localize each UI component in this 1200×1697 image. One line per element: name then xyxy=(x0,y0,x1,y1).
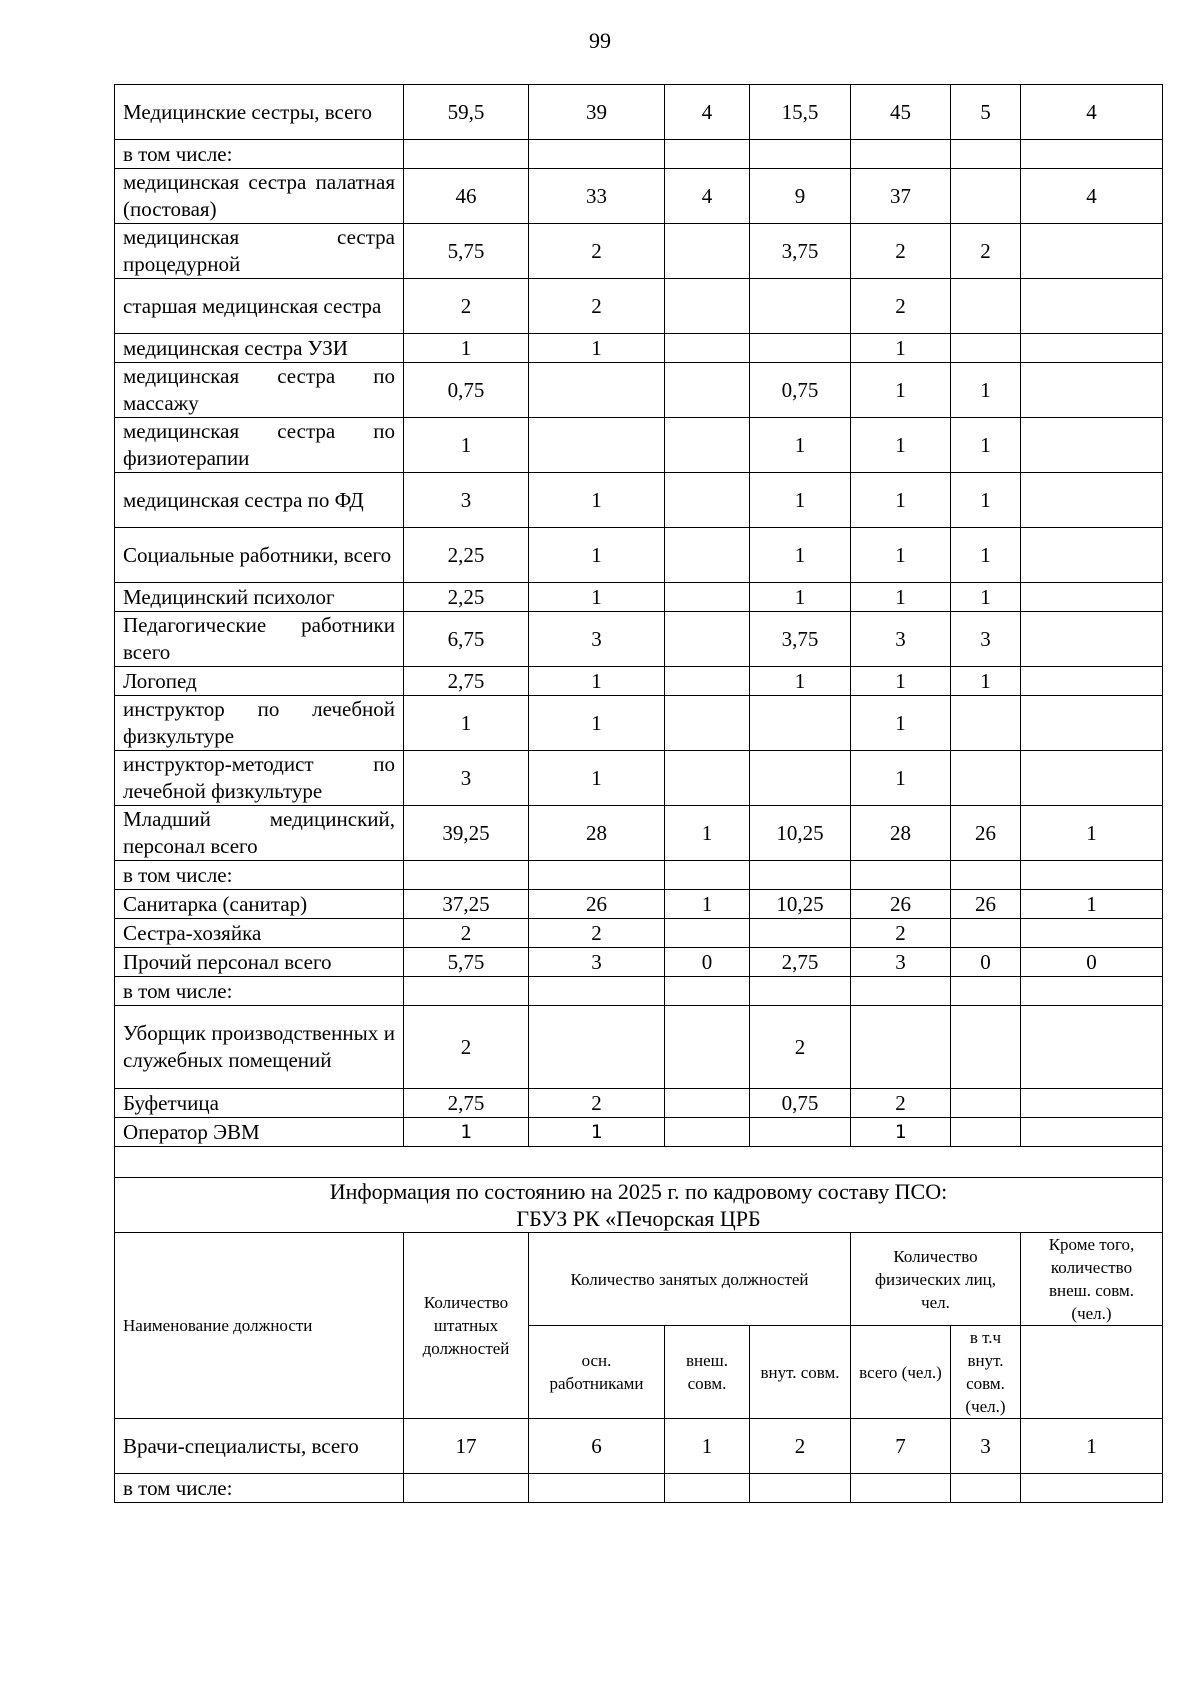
table-row xyxy=(115,1006,1163,1089)
value-cell: 2 xyxy=(851,224,951,279)
header-besides: Кроме того, количество внеш. совм. (чел.) xyxy=(1021,1233,1163,1326)
position-name: инструктор-методист по лечебной физкультуре xyxy=(115,751,404,806)
value-cell xyxy=(529,363,665,418)
value-cell xyxy=(1021,279,1163,334)
value-cell xyxy=(750,696,851,751)
value-cell xyxy=(750,919,851,948)
header-occupied-positions: Количество занятых должностей xyxy=(529,1233,851,1326)
value-cell: 1 xyxy=(529,473,665,528)
value-cell: 1 xyxy=(951,583,1021,612)
value-cell: 1 xyxy=(529,667,665,696)
value-cell xyxy=(1021,1006,1163,1089)
value-cell: 3 xyxy=(404,473,529,528)
value-cell xyxy=(1021,751,1163,806)
value-cell: 10,25 xyxy=(750,806,851,861)
position-name: инструктор по лечебной физкультуре xyxy=(115,696,404,751)
position-name: Сестра-хозяйка xyxy=(115,919,404,948)
position-name: Медицинский психолог xyxy=(115,583,404,612)
value-cell xyxy=(665,363,750,418)
value-cell: 2,25 xyxy=(404,528,529,583)
header-incl-internal: в т.ч внут. совм. (чел.) xyxy=(951,1326,1021,1419)
value-cell: 2 xyxy=(851,279,951,334)
value-cell xyxy=(1021,861,1163,890)
position-name: Оператор ЭВМ xyxy=(115,1118,404,1147)
table-row xyxy=(115,751,1163,806)
table-row xyxy=(115,696,1163,751)
value-cell xyxy=(750,1474,851,1503)
value-cell xyxy=(1021,919,1163,948)
value-cell: 3 xyxy=(529,612,665,667)
value-cell: 1 xyxy=(851,751,951,806)
table-row xyxy=(115,1474,1163,1503)
value-cell: 1 xyxy=(529,528,665,583)
value-cell xyxy=(665,528,750,583)
value-cell xyxy=(665,861,750,890)
value-cell xyxy=(750,1118,851,1147)
value-cell xyxy=(665,751,750,806)
value-cell: 0,75 xyxy=(750,363,851,418)
value-cell xyxy=(665,1118,750,1147)
position-name: Санитарка (санитар) xyxy=(115,890,404,919)
value-cell: 4 xyxy=(665,169,750,224)
value-cell xyxy=(951,279,1021,334)
position-name: Буфетчица xyxy=(115,1089,404,1118)
table-row xyxy=(115,861,1163,890)
value-cell xyxy=(951,861,1021,890)
table-row xyxy=(115,334,1163,363)
value-cell xyxy=(1021,1118,1163,1147)
value-cell xyxy=(665,1006,750,1089)
value-cell: 1 xyxy=(665,1419,750,1474)
header-main-workers: осн. работниками xyxy=(529,1326,665,1419)
value-cell: 1 xyxy=(404,696,529,751)
table-row xyxy=(115,977,1163,1006)
info-section xyxy=(115,1147,1163,1419)
value-cell xyxy=(851,861,951,890)
value-cell: 6,75 xyxy=(404,612,529,667)
position-name: в том числе: xyxy=(115,861,404,890)
value-cell xyxy=(1021,140,1163,169)
table-row xyxy=(115,1089,1163,1118)
value-cell: 1 xyxy=(951,473,1021,528)
value-cell xyxy=(665,977,750,1006)
position-name: в том числе: xyxy=(115,1474,404,1503)
value-cell: 39 xyxy=(529,85,665,140)
value-cell: 3 xyxy=(851,612,951,667)
value-cell xyxy=(665,696,750,751)
value-cell: 1 xyxy=(851,334,951,363)
value-cell: 1 xyxy=(750,583,851,612)
position-name: медицинская сестра по ФД xyxy=(115,473,404,528)
value-cell: 4 xyxy=(665,85,750,140)
table-row xyxy=(115,890,1163,919)
header-total: всего (чел.) xyxy=(851,1326,951,1419)
value-cell: 5 xyxy=(951,85,1021,140)
position-name: медицинская сестра процедурной xyxy=(115,224,404,279)
position-name: Младший медицинский, персонал всего xyxy=(115,806,404,861)
value-cell: 10,25 xyxy=(750,890,851,919)
table-row xyxy=(115,473,1163,528)
value-cell xyxy=(1021,1474,1163,1503)
header-row-1 xyxy=(115,1233,1163,1326)
value-cell: 3,75 xyxy=(750,224,851,279)
value-cell xyxy=(750,334,851,363)
value-cell: 2 xyxy=(750,1419,851,1474)
staff-rows-top xyxy=(115,85,1163,1147)
value-cell xyxy=(1021,418,1163,473)
value-cell: 9 xyxy=(750,169,851,224)
value-cell: 37,25 xyxy=(404,890,529,919)
position-name: Медицинские сестры, всего xyxy=(115,85,404,140)
value-cell: 1 xyxy=(529,751,665,806)
value-cell: 28 xyxy=(851,806,951,861)
position-name: Педагогические работники всего xyxy=(115,612,404,667)
value-cell xyxy=(404,1474,529,1503)
table-row xyxy=(115,948,1163,977)
value-cell xyxy=(665,140,750,169)
value-cell: 46 xyxy=(404,169,529,224)
value-cell xyxy=(529,977,665,1006)
value-cell: 1 xyxy=(951,418,1021,473)
value-cell: 2 xyxy=(404,1006,529,1089)
table-row xyxy=(115,583,1163,612)
value-cell xyxy=(529,140,665,169)
value-cell: 4 xyxy=(1021,169,1163,224)
table-row xyxy=(115,919,1163,948)
value-cell xyxy=(1021,334,1163,363)
value-cell xyxy=(851,1474,951,1503)
value-cell xyxy=(1021,583,1163,612)
position-name: Прочий персонал всего xyxy=(115,948,404,977)
position-name: в том числе: xyxy=(115,140,404,169)
value-cell xyxy=(1021,528,1163,583)
value-cell: 2 xyxy=(851,919,951,948)
value-cell: 1 xyxy=(1021,806,1163,861)
value-cell: 1 xyxy=(665,890,750,919)
value-cell: 17 xyxy=(404,1419,529,1474)
value-cell: 7 xyxy=(851,1419,951,1474)
value-cell: 1 xyxy=(529,696,665,751)
value-cell: 2 xyxy=(529,279,665,334)
value-cell xyxy=(529,861,665,890)
value-cell xyxy=(951,1089,1021,1118)
value-cell xyxy=(951,751,1021,806)
staff-rows-bottom xyxy=(115,1419,1163,1503)
value-cell: 1 xyxy=(750,667,851,696)
value-cell xyxy=(529,1006,665,1089)
value-cell: 26 xyxy=(851,890,951,919)
value-cell: 3 xyxy=(529,948,665,977)
value-cell: 33 xyxy=(529,169,665,224)
value-cell xyxy=(1021,977,1163,1006)
value-cell xyxy=(951,1006,1021,1089)
value-cell: 59,5 xyxy=(404,85,529,140)
value-cell: 3 xyxy=(851,948,951,977)
value-cell xyxy=(529,418,665,473)
header-staff-positions: Количество штатных должностей xyxy=(404,1233,529,1419)
value-cell: 1 xyxy=(404,334,529,363)
value-cell xyxy=(851,977,951,1006)
value-cell: 0,75 xyxy=(750,1089,851,1118)
value-cell xyxy=(1021,473,1163,528)
value-cell: 26 xyxy=(951,890,1021,919)
value-cell xyxy=(750,140,851,169)
value-cell: 1 xyxy=(851,473,951,528)
value-cell xyxy=(1021,363,1163,418)
value-cell: 1 xyxy=(529,1118,665,1147)
staffing-table xyxy=(114,84,1163,1503)
value-cell: 0 xyxy=(1021,948,1163,977)
blank-row xyxy=(115,1147,1163,1178)
value-cell: 1 xyxy=(951,667,1021,696)
value-cell xyxy=(951,334,1021,363)
value-cell xyxy=(404,861,529,890)
value-cell: 4 xyxy=(1021,85,1163,140)
info-title-line-1: Информация по состоянию на 2025 г. по кадровому составу ПСО: xyxy=(329,1179,948,1204)
value-cell: 0 xyxy=(665,948,750,977)
value-cell: 1 xyxy=(750,528,851,583)
value-cell: 2 xyxy=(404,919,529,948)
value-cell: 2 xyxy=(529,919,665,948)
table-row xyxy=(115,612,1163,667)
value-cell: 2 xyxy=(851,1089,951,1118)
value-cell: 1 xyxy=(851,528,951,583)
position-name: медицинская сестра УЗИ xyxy=(115,334,404,363)
table-row xyxy=(115,279,1163,334)
value-cell: 6 xyxy=(529,1419,665,1474)
position-name: в том числе: xyxy=(115,977,404,1006)
value-cell: 39,25 xyxy=(404,806,529,861)
value-cell xyxy=(665,224,750,279)
value-cell xyxy=(951,169,1021,224)
value-cell xyxy=(851,1006,951,1089)
value-cell: 5,75 xyxy=(404,224,529,279)
value-cell: 1 xyxy=(404,418,529,473)
position-name: Социальные работники, всего xyxy=(115,528,404,583)
value-cell: 1 xyxy=(951,528,1021,583)
header-internal: внут. совм. xyxy=(750,1326,851,1419)
value-cell xyxy=(1021,667,1163,696)
value-cell: 1 xyxy=(665,806,750,861)
value-cell xyxy=(665,418,750,473)
value-cell: 2 xyxy=(951,224,1021,279)
table-row xyxy=(115,169,1163,224)
value-cell xyxy=(665,583,750,612)
value-cell xyxy=(665,612,750,667)
value-cell: 0 xyxy=(951,948,1021,977)
value-cell xyxy=(404,140,529,169)
value-cell xyxy=(951,977,1021,1006)
value-cell: 1 xyxy=(851,696,951,751)
value-cell: 2,75 xyxy=(404,1089,529,1118)
value-cell: 2,25 xyxy=(404,583,529,612)
info-title xyxy=(115,1178,1163,1233)
value-cell: 1 xyxy=(851,1118,951,1147)
value-cell xyxy=(665,334,750,363)
value-cell xyxy=(951,140,1021,169)
value-cell: 45 xyxy=(851,85,951,140)
value-cell xyxy=(1021,696,1163,751)
value-cell: 1 xyxy=(404,1118,529,1147)
value-cell xyxy=(750,977,851,1006)
position-name: Уборщик производственных и служебных помещений xyxy=(115,1006,404,1089)
value-cell: 2 xyxy=(529,1089,665,1118)
value-cell: 2,75 xyxy=(750,948,851,977)
value-cell: 2,75 xyxy=(404,667,529,696)
value-cell xyxy=(1021,224,1163,279)
value-cell xyxy=(404,977,529,1006)
value-cell xyxy=(951,696,1021,751)
header-position-name: Наименование должности xyxy=(115,1233,404,1419)
position-name: медицинская сестра палатная (постовая) xyxy=(115,169,404,224)
value-cell: 1 xyxy=(529,583,665,612)
value-cell xyxy=(750,279,851,334)
table-row xyxy=(115,806,1163,861)
value-cell: 2 xyxy=(529,224,665,279)
value-cell xyxy=(665,919,750,948)
value-cell xyxy=(665,279,750,334)
value-cell: 3 xyxy=(951,612,1021,667)
value-cell xyxy=(750,861,851,890)
header-physical-persons: Количество физических лиц, чел. xyxy=(851,1233,1021,1326)
value-cell: 15,5 xyxy=(750,85,851,140)
table-row xyxy=(115,1419,1163,1474)
value-cell: 3 xyxy=(404,751,529,806)
value-cell: 1 xyxy=(951,363,1021,418)
value-cell: 0,75 xyxy=(404,363,529,418)
value-cell xyxy=(665,473,750,528)
value-cell xyxy=(1021,1089,1163,1118)
table-row xyxy=(115,1118,1163,1147)
position-name: Логопед xyxy=(115,667,404,696)
table-row xyxy=(115,140,1163,169)
table-row xyxy=(115,418,1163,473)
value-cell: 1 xyxy=(529,334,665,363)
value-cell: 37 xyxy=(851,169,951,224)
value-cell xyxy=(665,1089,750,1118)
value-cell xyxy=(665,667,750,696)
value-cell: 2 xyxy=(750,1006,851,1089)
position-name: Врачи-специалисты, всего xyxy=(115,1419,404,1474)
header-besides-empty xyxy=(1021,1326,1163,1419)
info-title-line-2: ГБУЗ РК «Печорская ЦРБ xyxy=(516,1206,761,1231)
value-cell: 26 xyxy=(529,890,665,919)
value-cell xyxy=(1021,612,1163,667)
position-name: старшая медицинская сестра xyxy=(115,279,404,334)
table-row xyxy=(115,528,1163,583)
value-cell: 1 xyxy=(750,473,851,528)
table-row xyxy=(115,363,1163,418)
table-row xyxy=(115,85,1163,140)
value-cell xyxy=(951,1118,1021,1147)
position-name: медицинская сестра по физиотерапии xyxy=(115,418,404,473)
info-title-row xyxy=(115,1178,1163,1233)
value-cell: 5,75 xyxy=(404,948,529,977)
value-cell: 3,75 xyxy=(750,612,851,667)
value-cell: 1 xyxy=(750,418,851,473)
value-cell: 1 xyxy=(1021,890,1163,919)
value-cell xyxy=(750,751,851,806)
value-cell: 3 xyxy=(951,1419,1021,1474)
value-cell: 1 xyxy=(851,583,951,612)
value-cell: 1 xyxy=(1021,1419,1163,1474)
table-row xyxy=(115,667,1163,696)
value-cell: 26 xyxy=(951,806,1021,861)
value-cell xyxy=(665,1474,750,1503)
value-cell xyxy=(529,1474,665,1503)
value-cell: 2 xyxy=(404,279,529,334)
position-name: медицинская сестра по массажу xyxy=(115,363,404,418)
table-row xyxy=(115,224,1163,279)
page-number: 99 xyxy=(589,28,611,53)
value-cell: 1 xyxy=(851,363,951,418)
value-cell xyxy=(951,919,1021,948)
value-cell: 1 xyxy=(851,418,951,473)
value-cell xyxy=(851,140,951,169)
value-cell: 1 xyxy=(851,667,951,696)
value-cell xyxy=(951,1474,1021,1503)
header-external: внеш. совм. xyxy=(665,1326,750,1419)
value-cell: 28 xyxy=(529,806,665,861)
